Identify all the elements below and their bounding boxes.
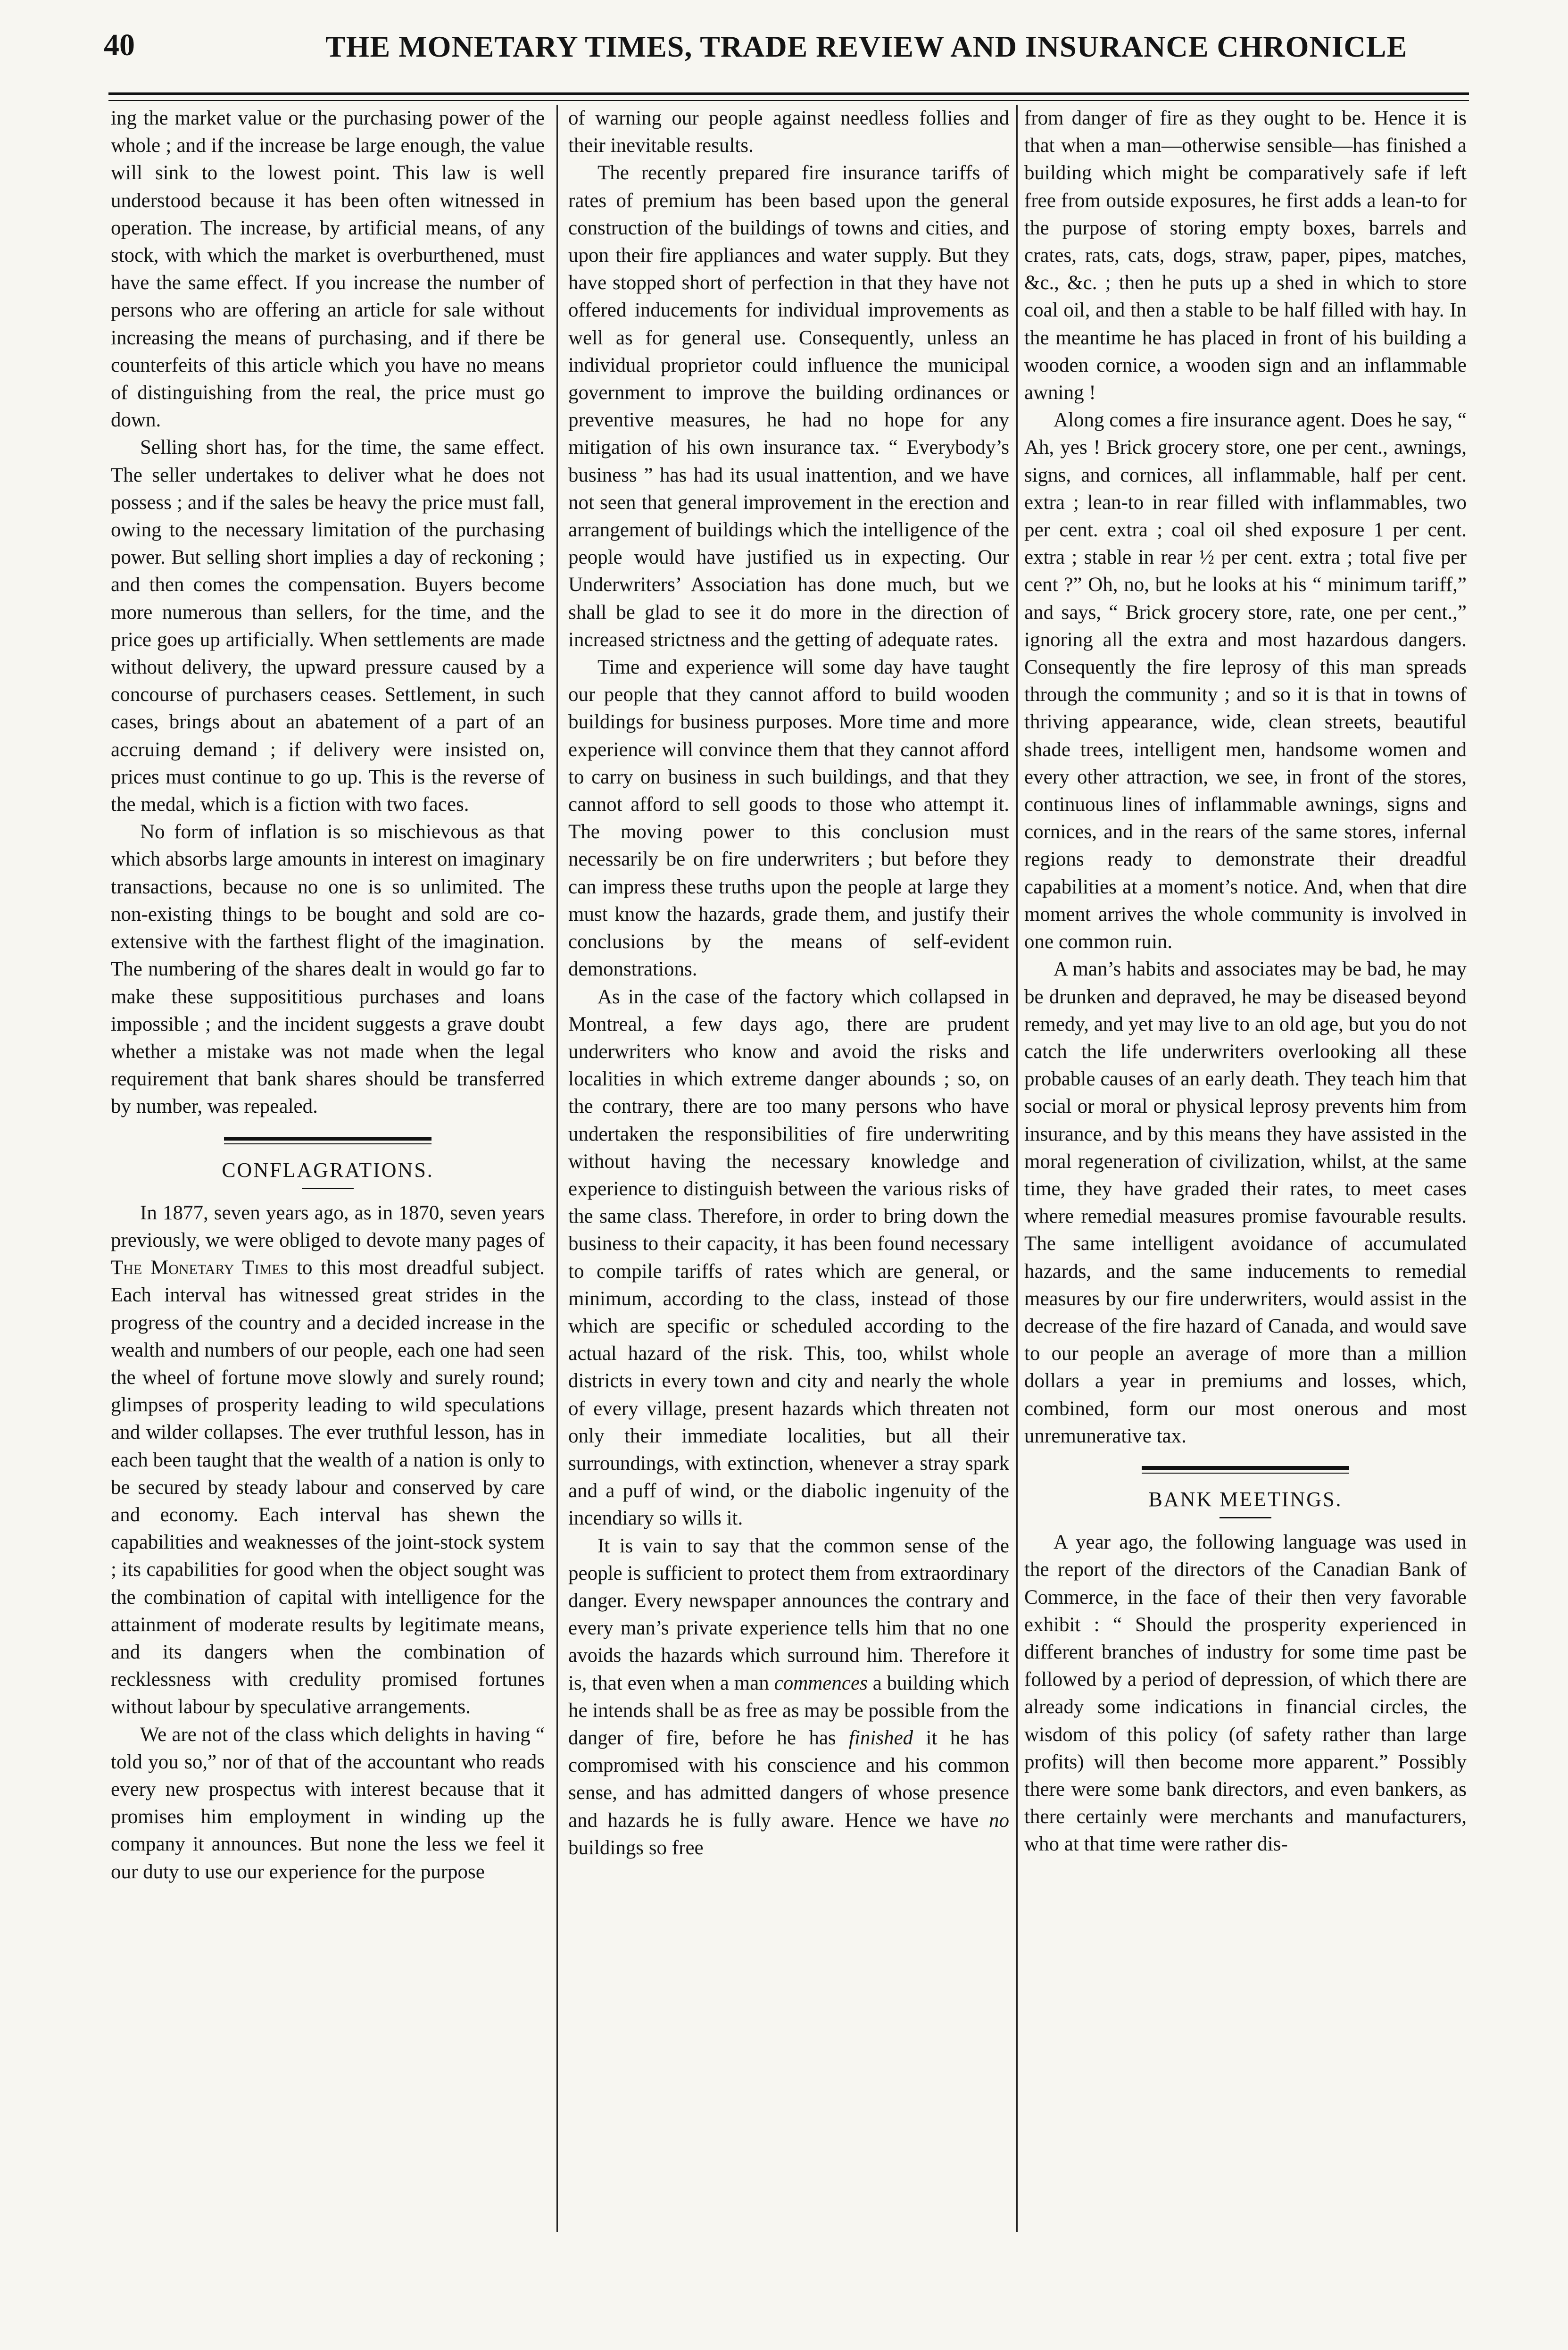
paragraph: We are not of the class which delights in having “ told you so,” nor of that of the accountant who reads every new prospectus with interest because that it promises him employment in winding up the company it announces. But none the less we feel it our duty to use our experience for the purpose bbox=[111, 1723, 545, 1883]
paragraph: from danger of fire as they ought to be. Hence it is that when a man—otherwise sensible—has finished a building which might be comparatively safe if left free from outside exposures, he first adds a lean-to for the purpose of storing empty boxes, barrels and crates, rats, cats, dogs, straw, paper, pipes, matches, &c., &c. ; then he puts up a shed in which to store coal oil, and then a stable to be half filled with hay. In the meantime he has placed in front of his building a wooden cornice, a wooden sign and an inflammable awning ! bbox=[1024, 107, 1467, 404]
heading-underline bbox=[302, 1188, 354, 1189]
paragraph: No form of inflation is so mischievous as that which absorbs large amounts in interest on imaginary transactions, because no one is so unlimited. The non-existing things to be bought and sold are co-extensive with the farthest flight of the imagination. The numbering of the shares dealt in would go far to make these supposititious purchases and loans impossible ; and the incident suggests a grave doubt whether a mistake was not made when the legal requirement that bank shares should be transferred by number, was repealed. bbox=[111, 821, 545, 1118]
paragraph: Along comes a fire insurance agent. Does he say, “ Ah, yes ! Brick grocery store, one per cent., awnings, signs, and cornices, all inflammable, half per cent. extra ; lean-to in rear filled with inflammables, two per cent. extra ; coal oil shed exposure 1 per cent. extra ; stable in rear ½ per cent. extra ; total five per cent ?” Oh, no, but he looks at his “ minimum tariff,” and says, “ Brick grocery store, rate, one per cent.,” ignoring all the extra and most hazardous dangers. Consequently the fire leprosy of this man spreads through the community ; and so it is that in towns of thriving appearance, wide, clean streets, beautiful shade trees, intelligent men, handsome women and every other attraction, we see, in front of the stores, continuous lines of inflammable awnings, signs and cornices, and in the rears of the same stores, infernal regions ready to demonstrate their dreadful capabilities at a moment’s notice. And, when that dire moment arrives the whole community is involved in one common ruin. bbox=[1024, 409, 1467, 953]
paragraph: As in the case of the factory which collapsed in Montreal, a few days ago, there are prudent underwriters who know and avoid the risks and localities in which extreme danger abounds ; so, on the contrary, there are too many persons who have undertaken the responsibilities of fire underwriting without having the necessary knowledge and experience to distinguish between the various risks of the same class. Therefore, in order to bring down the business to their capacity, it has been found necessary to compile tariffs of rates which are general, or minimum, according to the class, instead of those which are specific or scheduled according to the actual hazard of the risk. This, too, whilst whole districts in every town and city and nearly the whole of every village, present hazards which threaten not only their immediate localities, but all their surroundings, with extinction, whenever a stray spark and a puff of wind, or the diabolic ingenuity of the incendiary so wills it. bbox=[568, 985, 1009, 1530]
text-run: buildings so free bbox=[568, 1836, 704, 1859]
page-number: 40 bbox=[104, 28, 135, 62]
text-run: It is vain to say that the common sense of the people is sufficient to protect them from extraordinary danger. Every newspaper announces the contrary and every man’s private experience tells him that no one avoids the hazards which surround him. Therefore it is, that even when a man bbox=[568, 1534, 1009, 1694]
text-run: a building which he intends shall be as free as may be possible from the danger of fire, before he has bbox=[568, 1672, 1009, 1749]
text-run: In 1877, seven years ago, as in 1870, seven years previously, we were obliged to devote many pages of bbox=[111, 1201, 545, 1251]
paragraph bbox=[111, 1200, 545, 1721]
paragraph: of warning our people against needless follies and their inevitable results. bbox=[568, 107, 1009, 157]
header-rule bbox=[108, 92, 1469, 95]
section-rule bbox=[1142, 1466, 1349, 1470]
paragraph: A man’s habits and associates may be bad, he may be drunken and depraved, he may be diseased beyond remedy, and yet may live to an old age, but you do not catch the life underwriters overlooking all these probable causes of an early death. They teach him that social or moral or physical leprosy prevents him from insurance, and by this means they have assisted in the moral regeneration of civilization, whilst, at the same time, they have graded their rates, to meet cases where remedial measures promise favourable results. The same intelligent avoidance of accumulated hazards, and the same inducements to remedial measures by our fire underwriters, would assist in the decrease of the fire hazard of Canada, and would save to our people an average of more than a million dollars a year in premiums and losses, which, combined, form our most onerous and most unremunerative tax. bbox=[1024, 958, 1467, 1447]
paragraph bbox=[568, 1533, 1009, 1862]
column-rule bbox=[1016, 105, 1018, 2232]
section-rule-thin bbox=[1142, 1473, 1349, 1474]
italic-text: commences bbox=[774, 1672, 868, 1694]
page-header bbox=[104, 27, 1471, 79]
paragraph: ing the market value or the purchasing power of the whole ; and if the increase be large enough, the value will sink to the lowest point. This law is well understood because it has been often witnessed in operation. The increase, by artificial means, of any stock, with which the market is overburthened, must have the same effect. If you increase the number of persons who are offering an article for sale without increasing the means of purchasing, and if there be counterfeits of this article which you have no means of distinguishing from the real, the price must go down. bbox=[111, 107, 545, 432]
column-rule bbox=[556, 105, 558, 2232]
text-run: to this most dreadful subject. Each interval has witnessed great strides in the progress of the country and a decided increase in the wealth and numbers of our people, each one had seen the wheel of fortune move slowly and surely round; glimpses of prosperity leading to wild speculations and wilder collapses. The ever truthful lesson, has in each been taught that the wealth of a nation is only to be secured by steady labour and conserved by care and economy. Each interval has shewn the capabilities and weaknesses of the joint-stock system ; its capabilities for good when the object sought was the combination of capital with intelligence for the attainment of moderate results by legitimate means, and its dangers when the combination of recklessness with credulity promised fortunes without labour by speculative arrangements. bbox=[111, 1257, 545, 1718]
header-rule-thin bbox=[108, 100, 1469, 101]
section-heading-bank-meetings: BANK MEETINGS. bbox=[1148, 1487, 1343, 1511]
paragraph: Time and experience will some day have taught our people that they cannot afford to build wooden buildings for business purposes. More time and more experience will convince them that they cannot afford to carry on business in such buildings, and that they cannot afford to sell goods to those who attempt it. The moving power to this conclusion must necessarily be on fire underwriters ; but before they can impress these truths upon the people at large they must know the hazards, grade them, and justify their conclusions by the means of self-evident demonstrations. bbox=[568, 656, 1009, 981]
italic-text: finished bbox=[849, 1726, 913, 1749]
column-3 bbox=[1024, 105, 1467, 2246]
section-rule-thin bbox=[224, 1143, 431, 1144]
publication-title: The Monetary Times bbox=[111, 1257, 289, 1279]
running-head: THE MONETARY TIMES, TRADE REVIEW AND INSURANCE CHRONICLE bbox=[325, 30, 1408, 63]
text-run: it he has compromised with his conscience and his common sense, and has admitted dangers of whose presence and hazards he is fully aware. Hence we have bbox=[568, 1726, 1009, 1832]
section-rule bbox=[224, 1137, 431, 1141]
section-heading-conflagrations: CONFLAGRATIONS. bbox=[222, 1158, 434, 1182]
paragraph: The recently prepared fire insurance tariffs of rates of premium has been based upon the general construction of the buildings of towns and cities, and upon their fire appliances and water supply. But they have stopped short of perfection in that they have not offered inducements for individual improvements as well as for general use. Consequently, unless an individual proprietor could influence the municipal government to improve the building ordinances or preventive measures, he had no hope for any mitigation of his own insurance tax. “ Everybody’s business ” has had its usual inattention, and we have not seen that general improvement in the erection and arrangement of buildings which the intelligence of the people would have justified us in expecting. Our Underwriters’ Association has done much, but we shall be glad to see it do more in the direction of increased strictness and the getting of adequate rates. bbox=[568, 162, 1009, 651]
italic-text: no bbox=[989, 1809, 1009, 1832]
heading-underline bbox=[1220, 1517, 1271, 1518]
paragraph: Selling short has, for the time, the same effect. The seller undertakes to deliver what he does not possess ; and if the sales be heavy the price must fall, owing to the necessary limitation of the purchasing power. But selling short implies a day of reckoning ; and then comes the compensation. Buyers become more numerous than sellers, for the time, and the price goes up artificially. When settlements are made without delivery, the upward pressure caused by a concourse of purchasers ceases. Settlement, in such cases, brings about an abatement of a part of an accruing demand ; if delivery were insisted on, prices must continue to go up. This is the reverse of the medal, which is a fiction with two faces. bbox=[111, 436, 545, 816]
column-1 bbox=[111, 105, 545, 2246]
column-2 bbox=[568, 105, 1009, 2246]
paragraph: A year ago, the following language was used in the report of the directors of the Canadian Bank of Commerce, in the face of their then very favorable exhibit : “ Should the prosperity experienced in different branches of industry for some time past be followed by a period of depression, of which there are already some indications in financial circles, the wisdom of this policy (of safety rather than large profits) will then become more apparent.” Possibly there were some bank directors, and even bankers, as there certainly were merchants and manufacturers, who at that time were rather dis- bbox=[1024, 1531, 1467, 1856]
